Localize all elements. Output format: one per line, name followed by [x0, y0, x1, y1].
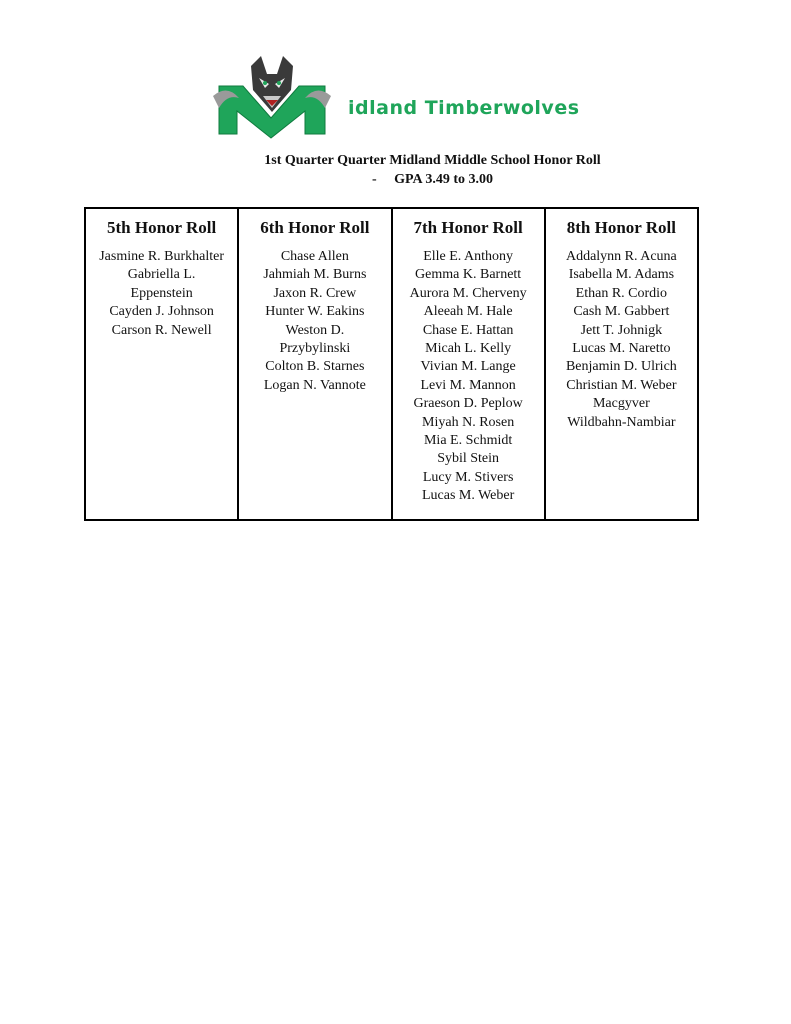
student-name: Cash M. Gabbert	[573, 304, 670, 320]
column-7th	[392, 208, 545, 520]
school-logo	[213, 56, 583, 140]
student-name: Miyah N. Rosen	[422, 414, 515, 430]
student-name: Aleeah M. Hale	[423, 304, 513, 320]
page-title: 1st Quarter Quarter Midland Middle School Honor Roll	[264, 153, 601, 168]
student-name: Jett T. Johnigk	[580, 322, 663, 338]
student-name: Weston D.	[285, 322, 345, 338]
column-heading: 5th Honor Roll	[106, 218, 217, 237]
student-name: Logan N. Vannote	[263, 377, 366, 393]
column-heading: 8th Honor Roll	[566, 218, 676, 237]
student-name: Cayden J. Johnson	[109, 304, 214, 320]
student-name: Lucy M. Stivers	[422, 469, 514, 485]
student-name: Elle E. Anthony	[423, 249, 514, 264]
student-name: Isabella M. Adams	[568, 267, 675, 283]
student-name: Jahmiah M. Burns	[263, 267, 367, 283]
student-name: Lucas M. Naretto	[572, 341, 671, 357]
student-name: Jasmine R. Burkhalter	[99, 249, 225, 264]
student-name: Jaxon R. Crew	[273, 285, 357, 301]
student-name: Macgyver	[592, 396, 650, 412]
student-name: Eppenstein	[130, 285, 193, 301]
student-name: Carson R. Newell	[111, 322, 212, 338]
student-name: Hunter W. Eakins	[265, 304, 365, 320]
name-list	[393, 248, 544, 506]
student-name: Colton B. Starnes	[265, 359, 365, 375]
gpa-range: - GPA 3.49 to 3.00	[371, 172, 494, 187]
student-name: Sybil Stein	[437, 451, 500, 467]
student-name: Graeson D. Peplow	[413, 396, 523, 412]
student-name: Mia E. Schmidt	[423, 433, 513, 449]
student-name: Aurora M. Cherveny	[409, 285, 527, 301]
student-name: Christian M. Weber	[566, 377, 677, 393]
student-name: Gemma K. Barnett	[415, 267, 522, 283]
name-list	[86, 248, 237, 340]
student-name: Wildbahn-Nambiar	[567, 414, 676, 430]
student-name: Chase E. Hattan	[422, 322, 514, 338]
honor-roll-table	[84, 207, 699, 521]
column-6th	[238, 208, 391, 520]
logo-text: idland Timberwolves	[348, 97, 580, 119]
student-name: Gabriella L.	[127, 267, 196, 283]
name-list	[546, 248, 697, 432]
student-name: Przybylinski	[279, 341, 351, 357]
column-5th	[85, 208, 238, 520]
student-name: Ethan R. Cordio	[575, 285, 668, 301]
student-name: Vivian M. Lange	[420, 359, 516, 375]
student-name: Lucas M. Weber	[421, 488, 515, 504]
student-name: Addalynn R. Acuna	[565, 249, 677, 264]
column-8th	[545, 208, 698, 520]
student-name: Micah L. Kelly	[425, 341, 512, 357]
student-name: Benjamin D. Ulrich	[565, 359, 677, 375]
column-heading: 6th Honor Roll	[260, 218, 370, 237]
student-name: Levi M. Mannon	[420, 377, 516, 393]
student-name: Chase Allen	[280, 249, 349, 264]
column-heading: 7th Honor Roll	[413, 218, 523, 237]
name-list	[239, 248, 390, 395]
